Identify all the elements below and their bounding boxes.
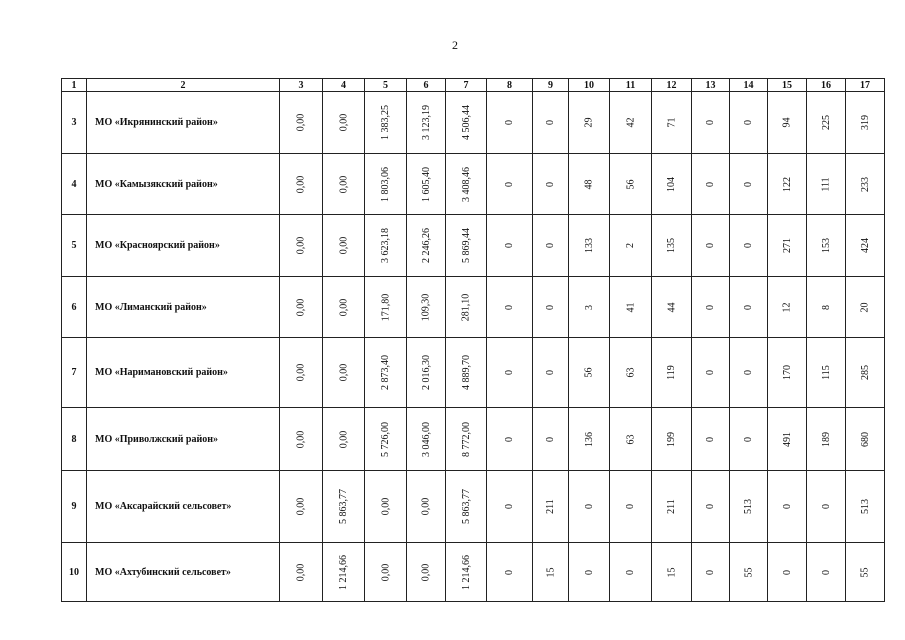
- cell-value: 12: [781, 302, 793, 312]
- value-cell: [323, 277, 365, 338]
- cell-value: 0: [504, 243, 515, 248]
- value-cell: [365, 408, 407, 471]
- value-cell: [652, 277, 692, 338]
- value-cell: [768, 154, 807, 215]
- column-header: 4: [323, 79, 365, 92]
- value-cell: [807, 408, 846, 471]
- cell-value: 0: [743, 370, 754, 375]
- cell-value: 0: [820, 569, 832, 575]
- value-cell: [652, 92, 692, 154]
- value-cell: [846, 154, 885, 215]
- cell-value: 44: [666, 302, 677, 312]
- cell-value: 0: [545, 370, 556, 375]
- cell-value: 0: [504, 569, 515, 575]
- value-cell: [407, 92, 446, 154]
- column-header: 16: [807, 79, 846, 92]
- cell-value: 153: [820, 238, 832, 253]
- header-row: [62, 79, 885, 92]
- value-cell: [610, 338, 652, 408]
- cell-value: 29: [583, 117, 595, 128]
- cell-value: 271: [781, 238, 793, 253]
- cell-value: 0: [545, 304, 556, 310]
- value-cell: [365, 543, 407, 602]
- table-row: [62, 215, 885, 277]
- cell-value: 115: [820, 365, 832, 380]
- value-cell: [730, 543, 768, 602]
- cell-value: 513: [743, 499, 754, 514]
- value-cell: [280, 277, 323, 338]
- value-cell: [807, 338, 846, 408]
- cell-value: 63: [625, 367, 636, 378]
- value-cell: [487, 154, 533, 215]
- column-header: 11: [610, 79, 652, 92]
- data-table: [61, 78, 885, 602]
- value-cell: [730, 154, 768, 215]
- value-cell: [846, 92, 885, 154]
- cell-value: 285: [859, 365, 871, 380]
- cell-value: 0,00: [295, 175, 307, 193]
- cell-value: 94: [781, 117, 793, 128]
- cell-value: 1 214,66: [338, 554, 349, 590]
- value-cell: [280, 408, 323, 471]
- value-cell: [280, 92, 323, 154]
- table-row: [62, 277, 885, 338]
- cell-value: 1 605,40: [420, 166, 432, 202]
- cell-value: 424: [859, 238, 871, 253]
- column-header: 12: [652, 79, 692, 92]
- value-cell: [652, 215, 692, 277]
- value-cell: [407, 543, 446, 602]
- value-cell: [533, 408, 569, 471]
- row-index-cell: 4: [62, 154, 87, 215]
- cell-value: 71: [666, 117, 677, 128]
- value-cell: [365, 338, 407, 408]
- cell-value: 0,00: [295, 497, 307, 516]
- value-cell: [846, 471, 885, 543]
- cell-value: 0,00: [295, 236, 307, 255]
- value-cell: [446, 277, 487, 338]
- value-cell: [569, 92, 610, 154]
- municipality-name-cell: МО «Аксарайский сельсовет»: [87, 471, 280, 543]
- value-cell: [768, 471, 807, 543]
- value-cell: [610, 92, 652, 154]
- value-cell: [807, 215, 846, 277]
- cell-value: 1 214,66: [460, 554, 472, 590]
- column-header: 2: [87, 79, 280, 92]
- cell-value: 56: [625, 179, 636, 189]
- cell-value: 0: [781, 504, 793, 509]
- cell-value: 0,00: [338, 363, 349, 382]
- column-header: 17: [846, 79, 885, 92]
- cell-value: 0: [705, 370, 716, 375]
- value-cell: [487, 338, 533, 408]
- municipality-name-cell: МО «Наримановский район»: [87, 338, 280, 408]
- cell-value: 0: [545, 120, 556, 125]
- value-cell: [533, 92, 569, 154]
- value-cell: [807, 471, 846, 543]
- cell-value: 15: [666, 567, 677, 577]
- municipality-name-cell: МО «Лиманский район»: [87, 277, 280, 338]
- cell-value: 0: [705, 120, 716, 125]
- row-index-cell: 10: [62, 543, 87, 602]
- cell-value: 8 772,00: [460, 421, 472, 457]
- column-header: 1: [62, 79, 87, 92]
- value-cell: [407, 338, 446, 408]
- cell-value: 0,00: [295, 113, 307, 132]
- value-cell: [610, 408, 652, 471]
- row-index-cell: 6: [62, 277, 87, 338]
- value-cell: [365, 277, 407, 338]
- value-cell: [569, 277, 610, 338]
- cell-value: 0: [545, 181, 556, 187]
- cell-value: 0: [625, 569, 636, 575]
- column-header: 9: [533, 79, 569, 92]
- value-cell: [407, 154, 446, 215]
- cell-value: 491: [781, 431, 793, 447]
- cell-value: 0: [583, 504, 595, 509]
- value-cell: [365, 215, 407, 277]
- cell-value: 56: [583, 367, 595, 378]
- value-cell: [323, 408, 365, 471]
- cell-value: 0,00: [338, 430, 349, 448]
- value-cell: [446, 154, 487, 215]
- cell-value: 0,00: [380, 563, 391, 581]
- cell-value: 281,10: [460, 293, 472, 321]
- cell-value: 3: [583, 304, 595, 310]
- row-index-cell: 5: [62, 215, 87, 277]
- value-cell: [610, 154, 652, 215]
- cell-value: 0: [504, 504, 515, 509]
- cell-value: 0: [743, 304, 754, 310]
- cell-value: 0,00: [380, 497, 391, 516]
- value-cell: [610, 215, 652, 277]
- cell-value: 55: [743, 567, 754, 577]
- cell-value: 0: [743, 243, 754, 248]
- cell-value: 5 863,77: [460, 489, 472, 524]
- value-cell: [323, 154, 365, 215]
- value-cell: [730, 215, 768, 277]
- cell-value: 0: [705, 181, 716, 187]
- cell-value: 171,80: [380, 293, 391, 321]
- cell-value: 0: [705, 243, 716, 248]
- cell-value: 0,00: [295, 298, 307, 316]
- cell-value: 3 408,46: [460, 166, 472, 202]
- cell-value: 0: [583, 569, 595, 575]
- table-body: [62, 92, 885, 602]
- value-cell: [692, 408, 730, 471]
- value-cell: [692, 92, 730, 154]
- table-row: [62, 408, 885, 471]
- cell-value: 0: [705, 569, 716, 575]
- cell-value: 111: [820, 176, 832, 192]
- value-cell: [846, 408, 885, 471]
- value-cell: [280, 543, 323, 602]
- value-cell: [730, 471, 768, 543]
- cell-value: 211: [544, 499, 556, 514]
- cell-value: 225: [820, 115, 832, 130]
- row-index-cell: 3: [62, 92, 87, 154]
- value-cell: [652, 543, 692, 602]
- value-cell: [807, 543, 846, 602]
- value-cell: [692, 154, 730, 215]
- value-cell: [768, 277, 807, 338]
- value-cell: [692, 543, 730, 602]
- column-header: 14: [730, 79, 768, 92]
- cell-value: 0,00: [295, 563, 307, 581]
- cell-value: 8: [820, 304, 832, 310]
- value-cell: [846, 338, 885, 408]
- value-cell: [407, 471, 446, 543]
- cell-value: 0: [743, 436, 754, 442]
- cell-value: 2 873,40: [380, 355, 391, 390]
- value-cell: [569, 338, 610, 408]
- cell-value: 0,00: [420, 497, 432, 516]
- value-cell: [487, 215, 533, 277]
- value-cell: [446, 543, 487, 602]
- cell-value: 3 123,19: [420, 105, 432, 140]
- value-cell: [487, 471, 533, 543]
- table-row: [62, 92, 885, 154]
- row-index-cell: 9: [62, 471, 87, 543]
- cell-value: 41: [625, 302, 636, 312]
- value-cell: [730, 338, 768, 408]
- value-cell: [569, 154, 610, 215]
- value-cell: [768, 338, 807, 408]
- cell-value: 233: [859, 176, 871, 192]
- page-number: 2: [452, 38, 458, 52]
- cell-value: 0: [781, 569, 793, 575]
- value-cell: [533, 215, 569, 277]
- value-cell: [446, 408, 487, 471]
- value-cell: [692, 338, 730, 408]
- value-cell: [533, 277, 569, 338]
- cell-value: 2 246,26: [420, 228, 432, 263]
- value-cell: [846, 215, 885, 277]
- value-cell: [280, 154, 323, 215]
- value-cell: [323, 338, 365, 408]
- value-cell: [730, 92, 768, 154]
- cell-value: 104: [666, 176, 677, 192]
- value-cell: [807, 92, 846, 154]
- value-cell: [407, 408, 446, 471]
- value-cell: [652, 471, 692, 543]
- value-cell: [365, 154, 407, 215]
- value-cell: [323, 471, 365, 543]
- value-cell: [365, 92, 407, 154]
- municipality-name-cell: МО «Приволжский район»: [87, 408, 280, 471]
- value-cell: [365, 471, 407, 543]
- value-cell: [807, 154, 846, 215]
- cell-value: 5 863,77: [338, 489, 349, 524]
- cell-value: 680: [859, 431, 871, 447]
- value-cell: [323, 215, 365, 277]
- value-cell: [323, 92, 365, 154]
- value-cell: [652, 154, 692, 215]
- cell-value: 2 016,30: [420, 355, 432, 390]
- cell-value: 0: [504, 181, 515, 187]
- value-cell: [569, 471, 610, 543]
- cell-value: 170: [781, 365, 793, 380]
- cell-value: 0,00: [338, 298, 349, 316]
- value-cell: [407, 277, 446, 338]
- cell-value: 0,00: [338, 236, 349, 255]
- value-cell: [446, 215, 487, 277]
- cell-value: 0: [820, 504, 832, 509]
- cell-value: 199: [666, 431, 677, 447]
- cell-value: 513: [859, 499, 871, 514]
- value-cell: [652, 338, 692, 408]
- municipality-name-cell: МО «Икрянинский район»: [87, 92, 280, 154]
- value-cell: [280, 338, 323, 408]
- municipality-name-cell: МО «Камызякский район»: [87, 154, 280, 215]
- value-cell: [446, 471, 487, 543]
- column-header: 10: [569, 79, 610, 92]
- cell-value: 319: [859, 115, 871, 130]
- value-cell: [487, 408, 533, 471]
- table-row: [62, 154, 885, 215]
- value-cell: [846, 277, 885, 338]
- cell-value: 0: [504, 436, 515, 442]
- cell-value: 0: [504, 304, 515, 310]
- table-row: [62, 471, 885, 543]
- value-cell: [280, 215, 323, 277]
- value-cell: [487, 92, 533, 154]
- value-cell: [768, 543, 807, 602]
- cell-value: 0,00: [338, 113, 349, 132]
- cell-value: 15: [545, 567, 556, 577]
- cell-value: 55: [859, 567, 871, 577]
- cell-value: 0: [504, 370, 515, 375]
- value-cell: [768, 408, 807, 471]
- value-cell: [610, 471, 652, 543]
- value-cell: [692, 215, 730, 277]
- value-cell: [610, 277, 652, 338]
- value-cell: [446, 92, 487, 154]
- value-cell: [730, 408, 768, 471]
- value-cell: [533, 543, 569, 602]
- value-cell: [807, 277, 846, 338]
- cell-value: 0: [705, 304, 716, 310]
- column-header: 8: [487, 79, 533, 92]
- value-cell: [533, 154, 569, 215]
- value-cell: [652, 408, 692, 471]
- value-cell: [692, 277, 730, 338]
- cell-value: 0: [743, 120, 754, 125]
- cell-value: 0,00: [295, 430, 307, 448]
- cell-value: 136: [583, 431, 595, 447]
- cell-value: 122: [781, 176, 793, 192]
- value-cell: [768, 92, 807, 154]
- column-header: 15: [768, 79, 807, 92]
- cell-value: 2: [625, 243, 636, 248]
- cell-value: 42: [625, 117, 636, 128]
- cell-value: 5 726,00: [380, 421, 391, 457]
- municipality-name-cell: МО «Красноярский район»: [87, 215, 280, 277]
- cell-value: 133: [583, 238, 595, 253]
- cell-value: 0: [705, 436, 716, 442]
- cell-value: 0: [504, 120, 515, 125]
- table-row: [62, 338, 885, 408]
- cell-value: 0: [625, 504, 636, 509]
- column-header: 6: [407, 79, 446, 92]
- cell-value: 0: [705, 504, 716, 509]
- municipality-name-cell: МО «Ахтубинский сельсовет»: [87, 543, 280, 602]
- cell-value: 63: [625, 434, 636, 444]
- value-cell: [569, 215, 610, 277]
- cell-value: 0,00: [420, 563, 432, 581]
- table-row: [62, 543, 885, 602]
- value-cell: [846, 543, 885, 602]
- cell-value: 20: [859, 302, 871, 312]
- cell-value: 0: [743, 181, 754, 187]
- value-cell: [730, 277, 768, 338]
- cell-value: 0: [545, 436, 556, 442]
- row-index-cell: 8: [62, 408, 87, 471]
- value-cell: [323, 543, 365, 602]
- cell-value: 48: [583, 179, 595, 189]
- row-index-cell: 7: [62, 338, 87, 408]
- value-cell: [692, 471, 730, 543]
- value-cell: [487, 543, 533, 602]
- column-header: 3: [280, 79, 323, 92]
- cell-value: 189: [820, 431, 832, 447]
- value-cell: [610, 543, 652, 602]
- cell-value: 0: [545, 243, 556, 248]
- value-cell: [768, 215, 807, 277]
- cell-value: 5 869,44: [460, 228, 472, 263]
- value-cell: [487, 277, 533, 338]
- value-cell: [407, 215, 446, 277]
- cell-value: 4 889,70: [460, 355, 472, 390]
- cell-value: 0,00: [295, 363, 307, 382]
- value-cell: [569, 543, 610, 602]
- value-cell: [280, 471, 323, 543]
- value-cell: [533, 471, 569, 543]
- cell-value: 1 383,25: [380, 105, 391, 140]
- cell-value: 3 623,18: [380, 228, 391, 263]
- column-header: 7: [446, 79, 487, 92]
- cell-value: 3 046,00: [420, 421, 432, 457]
- cell-value: 211: [665, 499, 677, 514]
- cell-value: 0,00: [338, 175, 349, 193]
- cell-value: 4 506,44: [460, 105, 472, 140]
- cell-value: 119: [665, 365, 677, 380]
- cell-value: 135: [666, 238, 677, 253]
- value-cell: [569, 408, 610, 471]
- cell-value: 109,30: [420, 293, 432, 321]
- column-header: 5: [365, 79, 407, 92]
- column-header: 13: [692, 79, 730, 92]
- value-cell: [533, 338, 569, 408]
- cell-value: 1 803,06: [380, 166, 391, 202]
- value-cell: [446, 338, 487, 408]
